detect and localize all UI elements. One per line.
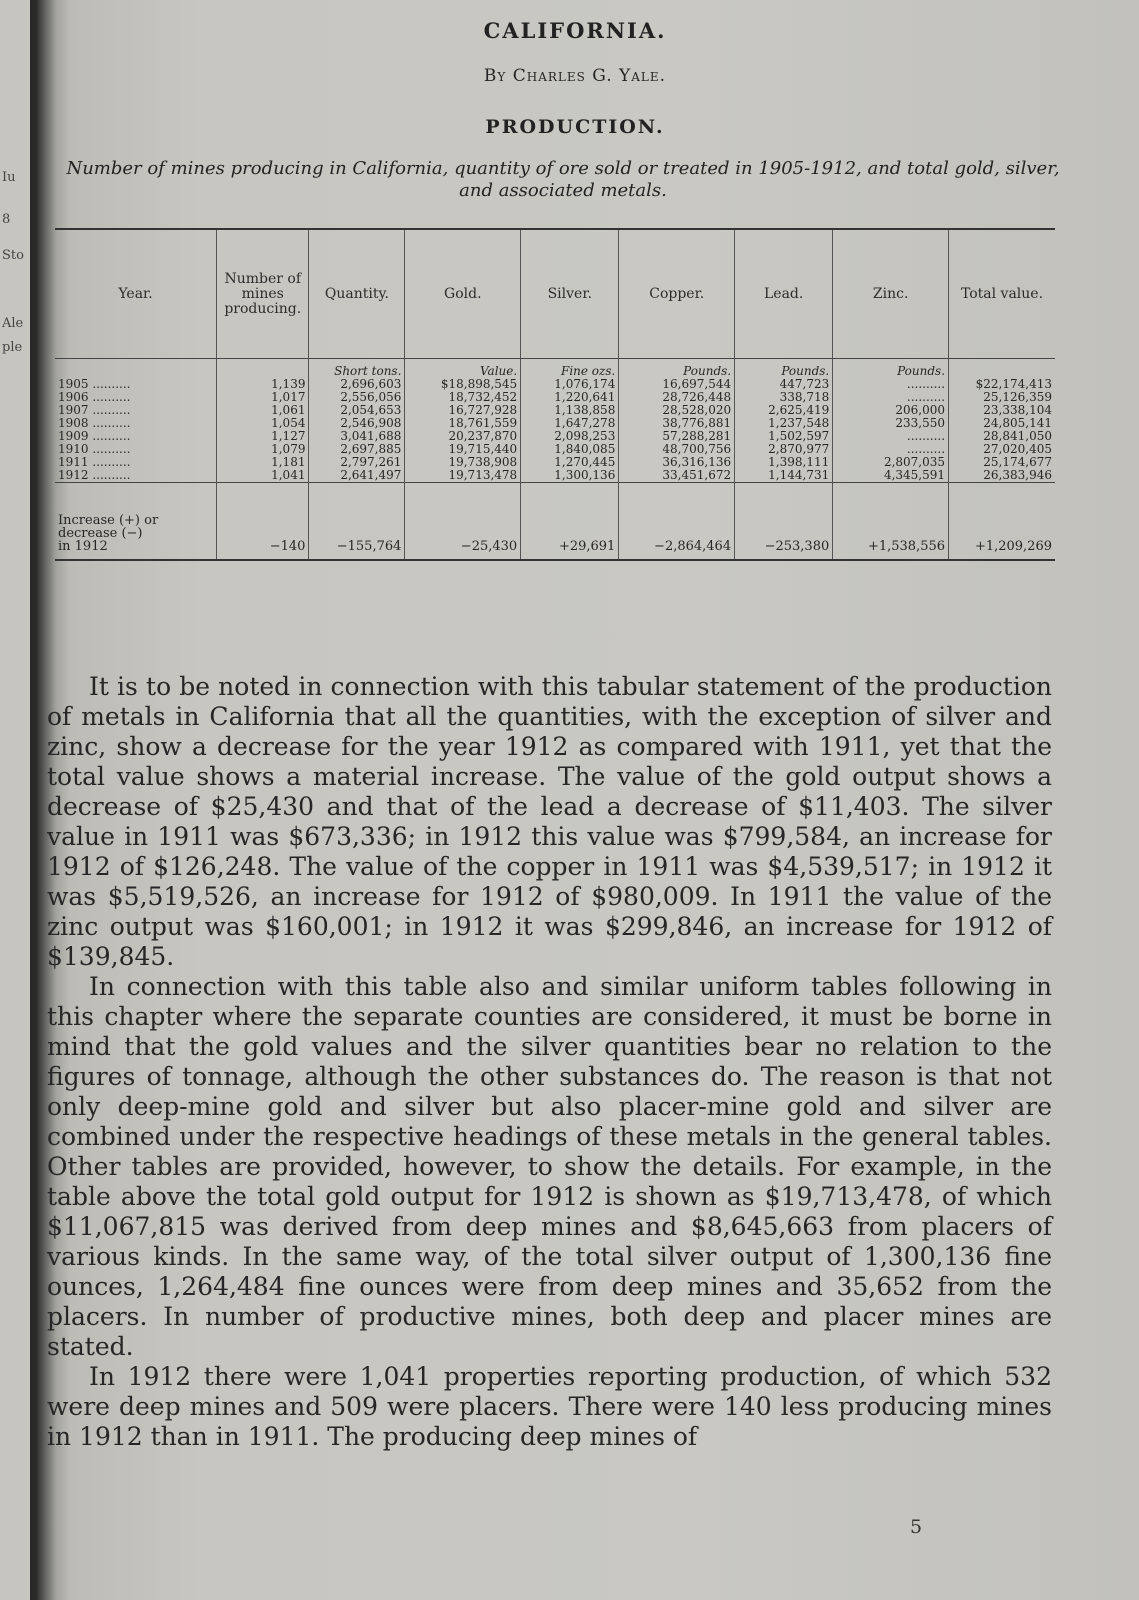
cell-total: 23,338,104 bbox=[949, 404, 1055, 417]
table-caption: Number of mines producing in California, quantity of ore sold or treated in 1905-1912, and total gold, silver, and associated metals. bbox=[66, 158, 1060, 201]
increase-label-line: decrease (−) bbox=[58, 526, 143, 541]
cell-total: 24,805,141 bbox=[949, 417, 1055, 430]
header-year: Year. bbox=[55, 229, 217, 359]
cell-zinc: .......... bbox=[833, 378, 949, 391]
cell-lead: 1,398,111 bbox=[735, 456, 833, 469]
cell-total: 25,174,677 bbox=[949, 456, 1055, 469]
paragraph: It is to be noted in connection with this tabular statement of the production of metals in California that all the quantities, with the exception of silver and zinc, show a decrease for the year 1912 as compared with 1911, yet that the total value shows a material increase. The value of the gold output shows a decrease of $25,430 and that of the lead a decrease of $11,403. The silver value in 1911 was $673,336; in 1912 this value was $799,584, an increase for 1912 of $126,248. The value of the copper in 1911 was $4,539,517; in 1912 it was $5,519,526, an increase for 1912 of $980,009. In 1911 the value of the zinc output was $160,001; in 1912 it was $299,846, an increase for 1912 of $139,845. bbox=[47, 672, 1052, 971]
cell-total: $22,174,413 bbox=[949, 378, 1055, 391]
header-quantity: Quantity. bbox=[309, 229, 405, 359]
header-copper: Copper. bbox=[619, 229, 735, 359]
production-table bbox=[55, 228, 1055, 561]
cell-lead: 447,723 bbox=[735, 378, 833, 391]
cell-mines: 1,017 bbox=[217, 391, 309, 404]
header-zinc: Zinc. bbox=[833, 229, 949, 359]
paragraph: In 1912 there were 1,041 properties reporting production, of which 532 were deep mines and 509 were placers. There were 140 less producing mines in 1912 than in 1911. The producing deep mines of bbox=[47, 1362, 1052, 1451]
cell-quantity: 2,556,056 bbox=[309, 391, 405, 404]
cell-quantity: 2,696,603 bbox=[309, 378, 405, 391]
header-lead: Lead. bbox=[735, 229, 833, 359]
cell-lead: 1,237,548 bbox=[735, 417, 833, 430]
cell-lead: 2,870,977 bbox=[735, 443, 833, 456]
cell-quantity: 2,054,653 bbox=[309, 404, 405, 417]
cell-mines: 1,041 bbox=[217, 469, 309, 483]
cell-zinc: 2,807,035 bbox=[833, 456, 949, 469]
cell-quantity: 3,041,688 bbox=[309, 430, 405, 443]
cell-quantity: 2,641,497 bbox=[309, 469, 405, 483]
cell-lead: 1,502,597 bbox=[735, 430, 833, 443]
cell-copper: 33,451,672 bbox=[619, 469, 735, 483]
units-row bbox=[55, 359, 1055, 379]
cell-year: 1908 .......... bbox=[58, 416, 131, 430]
increase-copper: −2,864,464 bbox=[619, 483, 735, 561]
cell-mines: 1,061 bbox=[217, 404, 309, 417]
increase-decrease-row bbox=[55, 483, 1055, 561]
unit-cell: Pounds. bbox=[735, 359, 833, 379]
cell-total: 27,020,405 bbox=[949, 443, 1055, 456]
author-line: By Charles G. Yale. bbox=[483, 66, 667, 86]
unit-cell bbox=[55, 359, 217, 379]
cell-mines: 1,079 bbox=[217, 443, 309, 456]
header-mines: Number of mines producing. bbox=[217, 229, 309, 359]
cell-total: 25,126,359 bbox=[949, 391, 1055, 404]
cell-copper: 36,316,136 bbox=[619, 456, 735, 469]
cell-zinc: .......... bbox=[833, 443, 949, 456]
chapter-title: CALIFORNIA. bbox=[483, 18, 667, 43]
increase-total: +1,209,269 bbox=[949, 483, 1055, 561]
cell-mines: 1,181 bbox=[217, 456, 309, 469]
cell-gold: 20,237,870 bbox=[405, 430, 521, 443]
gutter-fragment: ple bbox=[2, 340, 23, 355]
cell-silver: 2,098,253 bbox=[521, 430, 619, 443]
unit-cell: Value. bbox=[405, 359, 521, 379]
cell-zinc: .......... bbox=[833, 430, 949, 443]
cell-silver: 1,270,445 bbox=[521, 456, 619, 469]
cell-gold: 19,715,440 bbox=[405, 443, 521, 456]
page-content bbox=[47, 0, 1095, 1600]
unit-cell bbox=[217, 359, 309, 379]
cell-year: 1905 .......... bbox=[58, 377, 131, 391]
cell-year: 1909 .......... bbox=[58, 429, 131, 443]
cell-copper: 38,776,881 bbox=[619, 417, 735, 430]
cell-quantity: 2,697,885 bbox=[309, 443, 405, 456]
gutter-fragment: Sto bbox=[2, 248, 24, 263]
cell-silver: 1,647,278 bbox=[521, 417, 619, 430]
increase-label-line: Increase (+) or bbox=[58, 513, 159, 528]
unit-cell: Fine ozs. bbox=[521, 359, 619, 379]
header-gold: Gold. bbox=[405, 229, 521, 359]
cell-gold: 18,761,559 bbox=[405, 417, 521, 430]
cell-quantity: 2,797,261 bbox=[309, 456, 405, 469]
cell-total: 28,841,050 bbox=[949, 430, 1055, 443]
table-row bbox=[55, 469, 1055, 483]
gutter-fragment: 8 bbox=[2, 212, 11, 227]
cell-year: 1912 .......... bbox=[58, 468, 131, 482]
gutter-fragment: Ale bbox=[2, 316, 24, 331]
increase-lead: −253,380 bbox=[735, 483, 833, 561]
unit-cell: Short tons. bbox=[309, 359, 405, 379]
cell-copper: 16,697,544 bbox=[619, 378, 735, 391]
facing-page-edge bbox=[0, 0, 30, 1600]
cell-mines: 1,139 bbox=[217, 378, 309, 391]
cell-copper: 57,288,281 bbox=[619, 430, 735, 443]
cell-silver: 1,840,085 bbox=[521, 443, 619, 456]
gutter-fragment: Iu bbox=[2, 170, 16, 185]
increase-mines: −140 bbox=[217, 483, 309, 561]
cell-year: 1907 .......... bbox=[58, 403, 131, 417]
paragraph: In connection with this table also and similar uniform tables following in this chapter where the separate counties are considered, it must be borne in mind that the gold values and the silver quantities bear no relation to the figures of tonnage, although the other substances do. The reason is that not only deep-mine gold and silver but also placer-mine gold and silver are combined under the respective headings of these metals in the general tables. Other tables are provided, however, to show the details. For example, in the table above the total gold output for 1912 is shown as $19,713,478, of which $11,067,815 was derived from deep mines and $8,645,663 from placers of various kinds. In the same way, of the total silver output of 1,300,136 fine ounces, 1,264,484 fine ounces were from deep mines and 35,652 from the placers. In number of productive mines, both deep and placer mines are stated. bbox=[47, 972, 1052, 1361]
cell-zinc: 233,550 bbox=[833, 417, 949, 430]
unit-cell bbox=[949, 359, 1055, 379]
cell-gold: $18,898,545 bbox=[405, 378, 521, 391]
section-heading: PRODUCTION. bbox=[485, 116, 665, 138]
cell-quantity: 2,546,908 bbox=[309, 417, 405, 430]
increase-silver: +29,691 bbox=[521, 483, 619, 561]
cell-mines: 1,127 bbox=[217, 430, 309, 443]
cell-silver: 1,138,858 bbox=[521, 404, 619, 417]
increase-zinc: +1,538,556 bbox=[833, 483, 949, 561]
unit-cell: Pounds. bbox=[833, 359, 949, 379]
cell-copper: 28,528,020 bbox=[619, 404, 735, 417]
cell-year: 1911 .......... bbox=[58, 455, 131, 469]
cell-silver: 1,076,174 bbox=[521, 378, 619, 391]
cell-lead: 2,625,419 bbox=[735, 404, 833, 417]
table-header-row bbox=[55, 229, 1055, 359]
cell-lead: 338,718 bbox=[735, 391, 833, 404]
page-number: 5 bbox=[910, 1516, 923, 1538]
cell-total: 26,383,946 bbox=[949, 469, 1055, 483]
increase-label bbox=[55, 483, 217, 561]
cell-zinc: 4,345,591 bbox=[833, 469, 949, 483]
cell-lead: 1,144,731 bbox=[735, 469, 833, 483]
header-total: Total value. bbox=[949, 229, 1055, 359]
cell-gold: 16,727,928 bbox=[405, 404, 521, 417]
cell-silver: 1,220,641 bbox=[521, 391, 619, 404]
body-text bbox=[47, 672, 1052, 1452]
cell-copper: 28,726,448 bbox=[619, 391, 735, 404]
cell-mines: 1,054 bbox=[217, 417, 309, 430]
cell-zinc: .......... bbox=[833, 391, 949, 404]
increase-gold: −25,430 bbox=[405, 483, 521, 561]
cell-silver: 1,300,136 bbox=[521, 469, 619, 483]
cell-copper: 48,700,756 bbox=[619, 443, 735, 456]
cell-year: 1906 .......... bbox=[58, 390, 131, 404]
unit-cell: Pounds. bbox=[619, 359, 735, 379]
cell-gold: 18,732,452 bbox=[405, 391, 521, 404]
cell-gold: 19,738,908 bbox=[405, 456, 521, 469]
cell-zinc: 206,000 bbox=[833, 404, 949, 417]
increase-quantity: −155,764 bbox=[309, 483, 405, 561]
cell-gold: 19,713,478 bbox=[405, 469, 521, 483]
header-silver: Silver. bbox=[521, 229, 619, 359]
cell-year: 1910 .......... bbox=[58, 442, 131, 456]
increase-label-line: in 1912 bbox=[58, 539, 108, 554]
